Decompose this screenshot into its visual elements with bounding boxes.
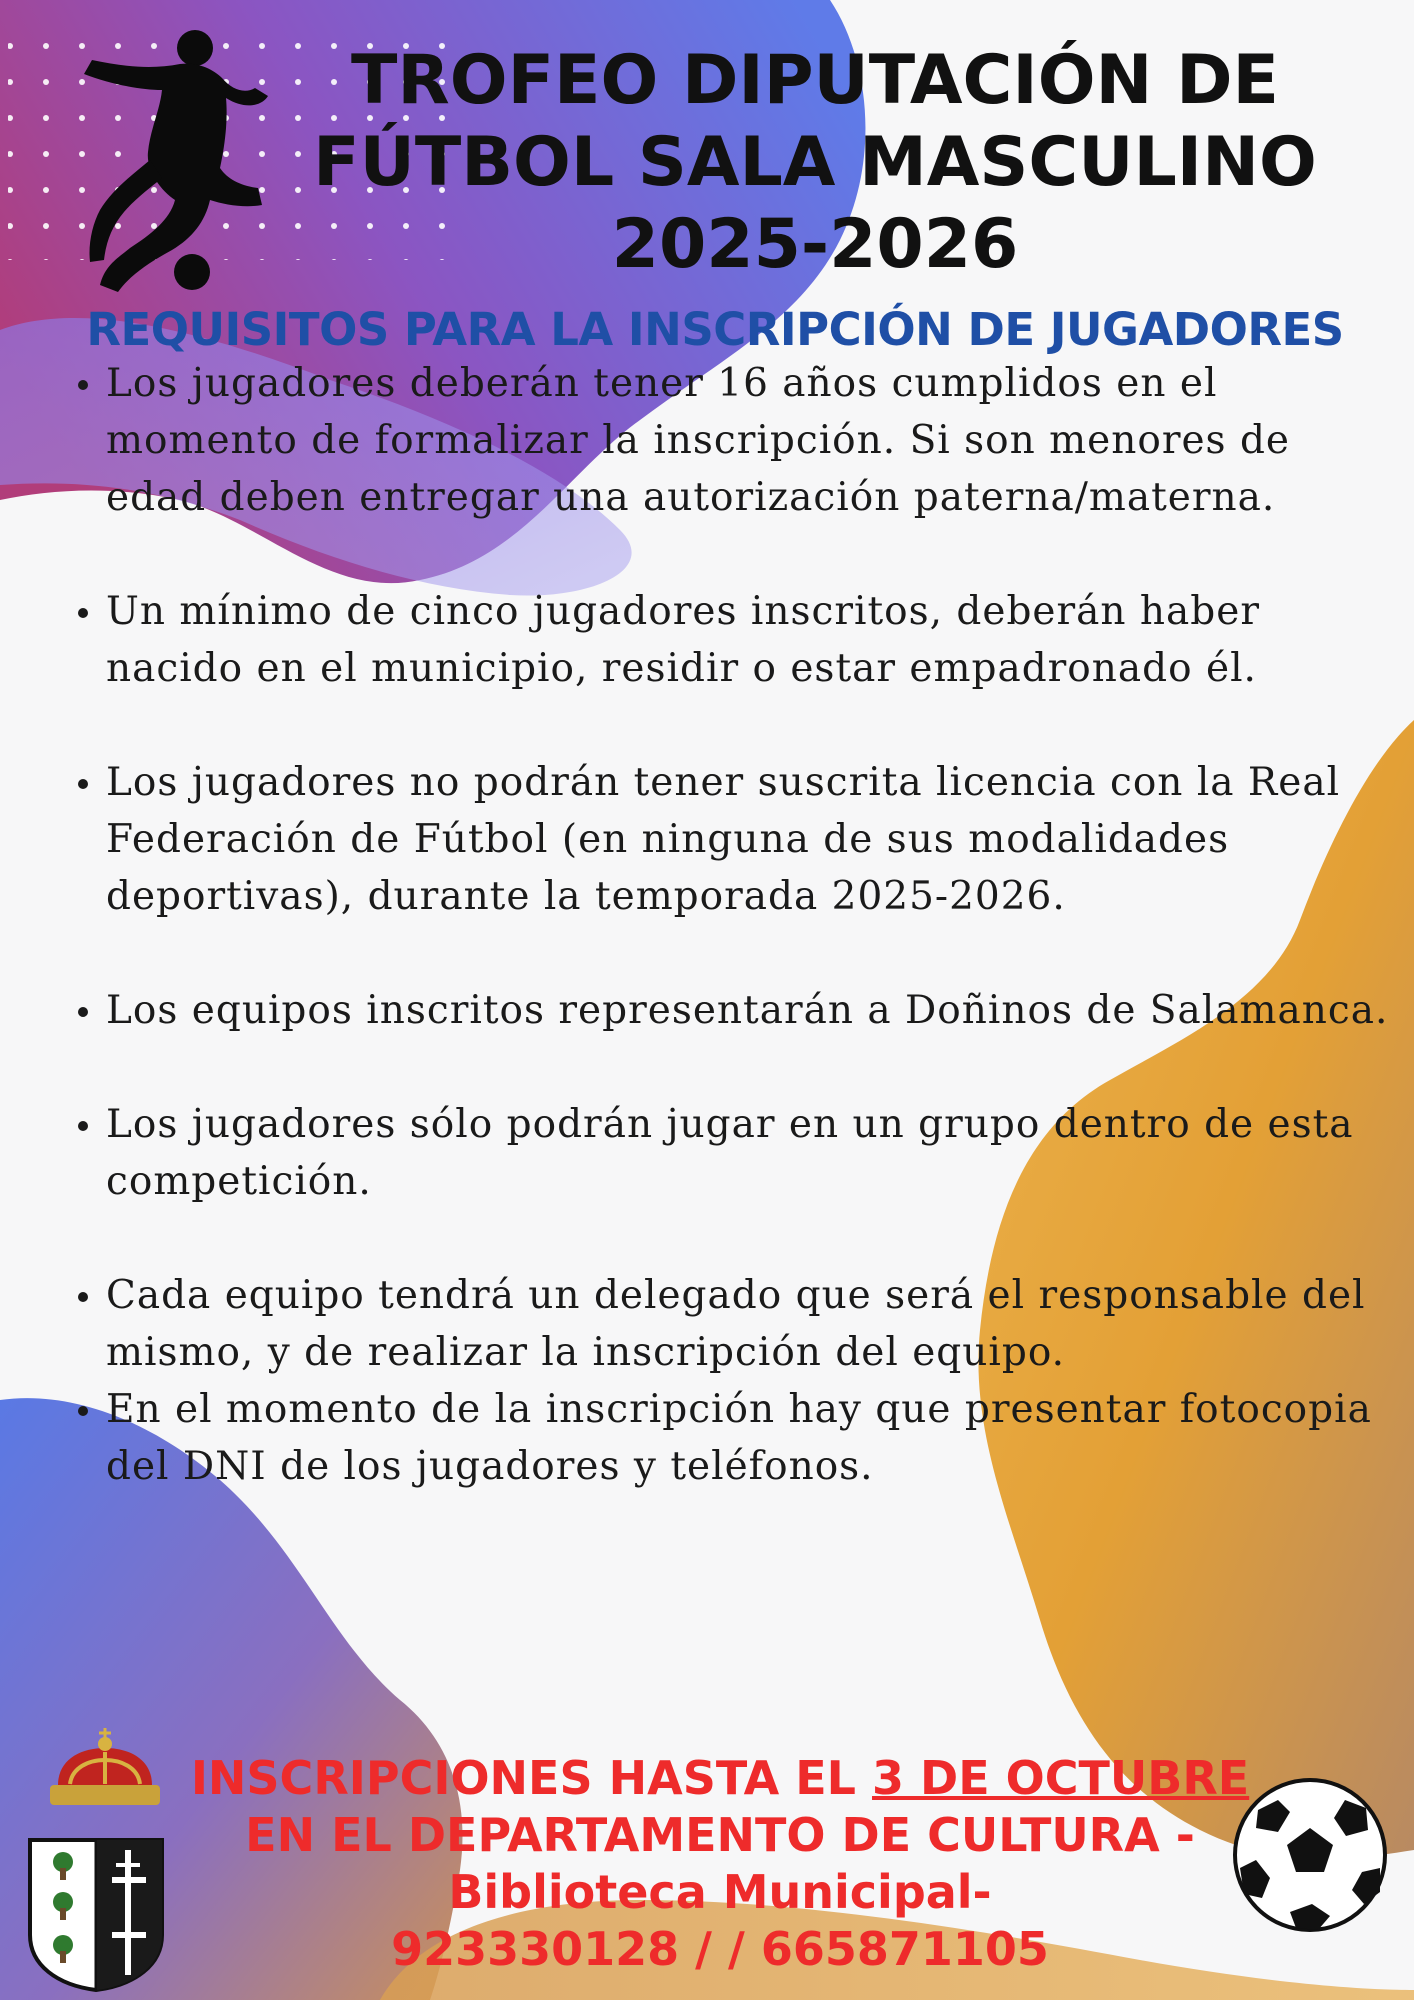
soccer-ball-icon [1235, 1780, 1385, 1930]
library-line: Biblioteca Municipal- [448, 1865, 992, 1919]
requirement-item: En el momento de la inscripción hay que presentar fotocopia del DNI de los jugadores y teléfonos. [106, 1381, 1396, 1495]
requirement-item: Los jugadores deberán tener 16 años cumplidos en el momento de formalizar la inscripción. Si son menores de edad deben entregar una autorización paterna/materna. [106, 355, 1396, 526]
requirement-item: Un mínimo de cinco jugadores inscritos, deberán haber nacido en el municipio, residir o estar empadronado él. [106, 583, 1396, 697]
requirement-item: Los jugadores no podrán tener suscrita licencia con la Real Federación de Fútbol (en ninguna de sus modalidades deportivas), durante la temporada 2025-2026. [106, 754, 1396, 925]
requirements-list [106, 355, 1396, 1495]
deadline-line [190, 1750, 1250, 1807]
registration-info [190, 1750, 1250, 1978]
section-subtitle: REQUISITOS PARA LA INSCRIPCIÓN DE JUGADORES [86, 303, 1344, 356]
requirement-item: Los equipos inscritos representarán a Doñinos de Salamanca. [106, 982, 1396, 1039]
deadline-date: 3 DE OCTUBRE [872, 1751, 1250, 1805]
page-title [250, 40, 1380, 286]
requirement-item: Cada equipo tendrá un delegado que será el responsable del mismo, y de realizar la inscripción del equipo. [106, 1267, 1396, 1381]
deadline-prefix: INSCRIPCIONES HASTA EL [190, 1751, 873, 1805]
phone-numbers: 923330128 / / 665871105 [391, 1922, 1049, 1976]
title-line-1: TROFEO DIPUTACIÓN DE [351, 41, 1279, 120]
location-line: EN EL DEPARTAMENTO DE CULTURA - [245, 1808, 1195, 1862]
title-line-3: 2025-2026 [611, 205, 1019, 284]
requirement-item: Los jugadores sólo podrán jugar en un grupo dentro de esta competición. [106, 1096, 1396, 1210]
title-line-2: FÚTBOL SALA MASCULINO [313, 123, 1317, 202]
player-ball [174, 254, 210, 290]
